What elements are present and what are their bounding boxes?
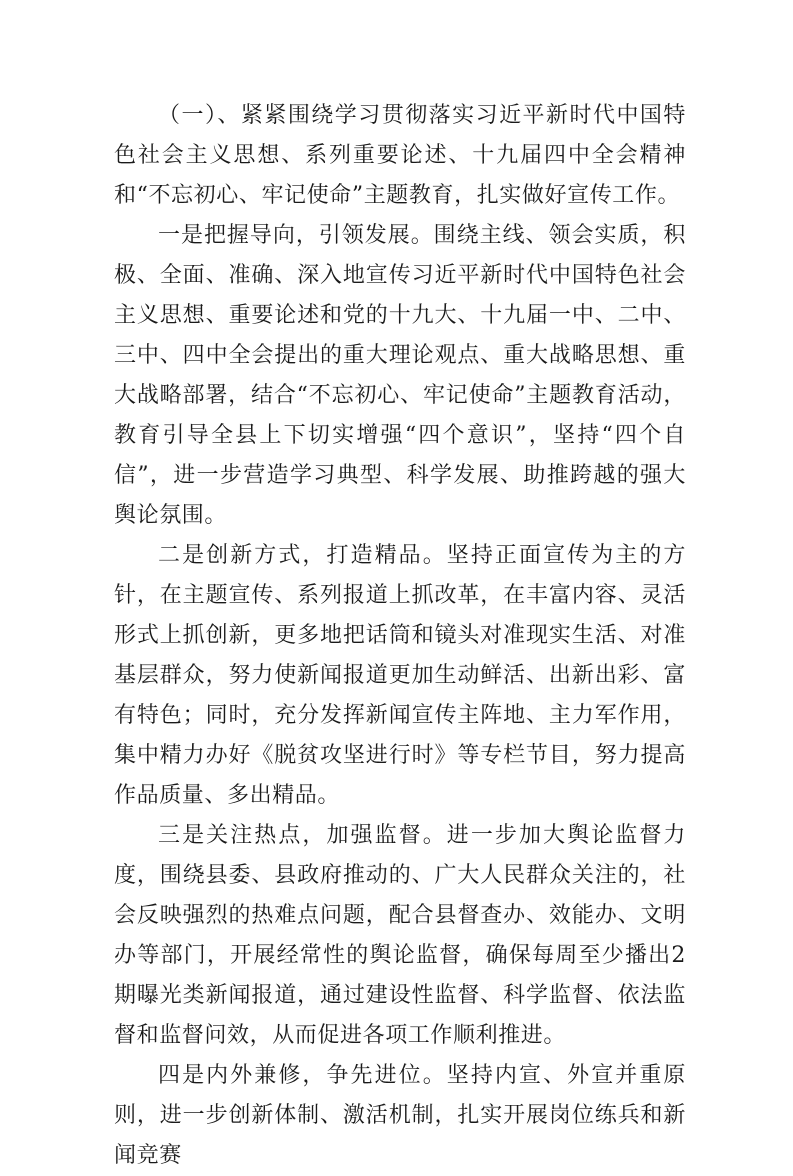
document-body <box>114 96 686 1176</box>
paragraph-supervision: 三是关注热点，加强监督。进一步加大舆论监督力度，围绕县委、县政府推动的、广大人民群众关注的，社会反映强烈的热难点问题，配合县督查办、效能办、文明办等部门，开展经常性的舆论监督，确保每周至少播出2期曝光类新闻报道，通过建设性监督、科学监督、依法监督和监督问效，从而促进各项工作顺利推进。 <box>114 823 686 1048</box>
paragraph-innovation: 二是创新方式，打造精品。坚持正面宣传为主的方针，在主题宣传、系列报道上抓改革，在丰富内容、灵活形式上抓创新，更多地把话筒和镜头对准现实生活、对准基层群众，努力使新闻报道更加生动鲜活、出新出彩、富有特色；同时，充分发挥新闻宣传主阵地、主力军作用，集中精力办好《脱贫攻坚进行时》等专栏节目，努力提高作品质量、多出精品。 <box>114 543 686 808</box>
section-heading-paragraph: （一）、紧紧围绕学习贯彻落实习近平新时代中国特色社会主义思想、系列重要论述、十九届四中全会精神和“不忘初心、牢记使命”主题教育，扎实做好宣传工作。 <box>114 103 686 208</box>
paragraph-internal-external: 四是内外兼修，争先进位。坚持内宣、外宣并重原则，进一步创新体制、激活机制，扎实开展岗位练兵和新闻竞赛 <box>114 1063 686 1168</box>
paragraph-guidance: 一是把握导向，引领发展。围绕主线、领会实质，积极、全面、准确、深入地宣传习近平新时代中国特色社会主义思想、重要论述和党的十九大、十九届一中、二中、三中、四中全会提出的重大理论观点、重大战略思想、重大战略部署，结合“不忘初心、牢记使命”主题教育活动，教育引导全县上下切实增强“四个意识”，坚持“四个自信”，进一步营造学习典型、科学发展、助推跨越的强大舆论氛围。 <box>114 223 686 528</box>
